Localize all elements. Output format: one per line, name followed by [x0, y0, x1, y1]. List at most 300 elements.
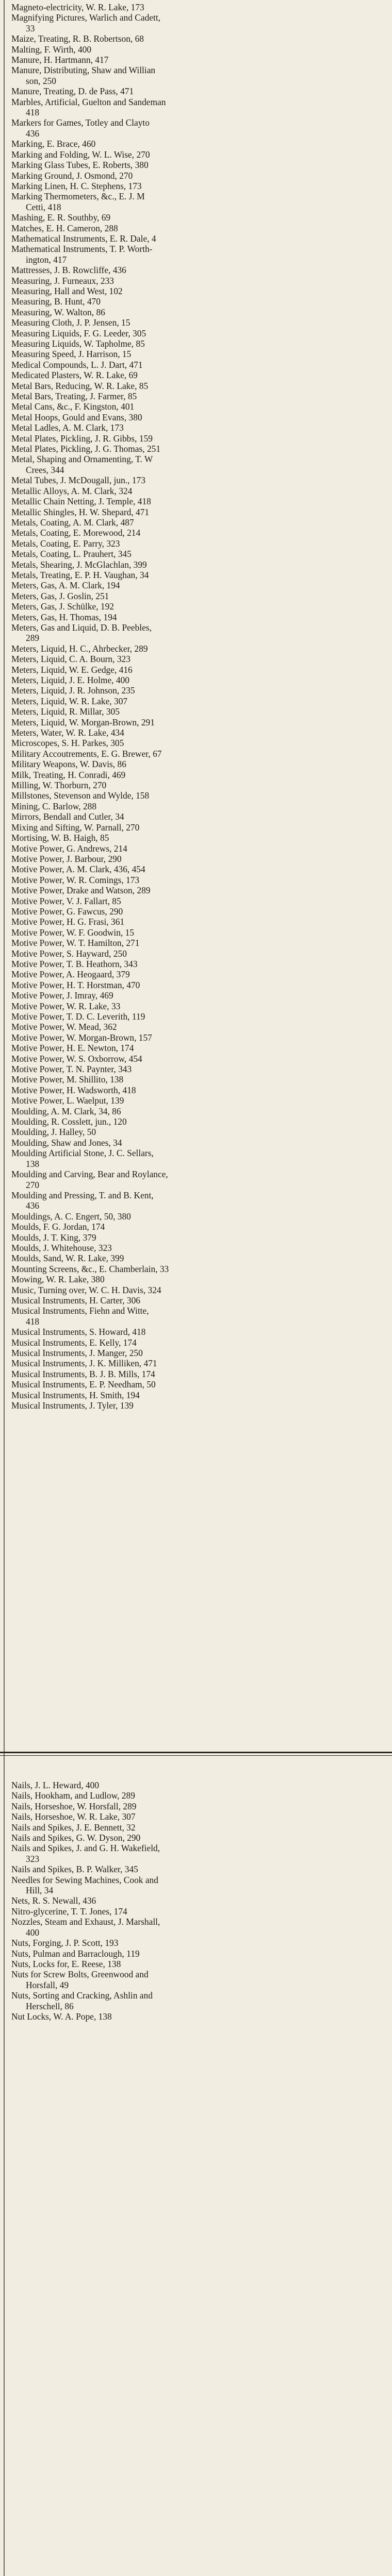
index-entry-text: Metallic Alloys, A. M. Clark, 324 [11, 485, 133, 496]
index-entry [0, 44, 392, 55]
index-entry [0, 570, 392, 580]
index-entry [0, 454, 392, 475]
index-entry-continuation: son, 250 [26, 75, 56, 86]
index-entry-text: Motive Power, T. N. Paynter, 343 [11, 1064, 132, 1075]
index-entry [0, 938, 392, 948]
index-entry-text: Meters, Gas, H. Thomas, 194 [11, 612, 117, 622]
index-entry-text: Meters, Liquid, W. R. Lake, 307 [11, 696, 128, 706]
index-entry [0, 843, 392, 854]
index-entry-text: Military Accoutrements, E. G. Brewer, 67 [11, 748, 162, 759]
index-entry-text: Motive Power, W. Morgan-Brown, 157 [11, 1032, 152, 1043]
index-entry [0, 1295, 392, 1306]
index-entry-text: Mirrors, Bendall and Cutler, 34 [11, 811, 124, 822]
index-entry [0, 1337, 392, 1348]
index-entry [0, 780, 392, 790]
index-entry-text: Musical Instruments, H. Carter, 306 [11, 1295, 140, 1306]
index-entry-text: Measuring, B. Hunt, 470 [11, 296, 101, 307]
index-entry [0, 612, 392, 622]
index-entry [0, 811, 392, 822]
index-entry-text: Metals, Coating, E. Parry, 323 [11, 538, 120, 549]
index-entry [0, 181, 392, 191]
index-entry [0, 139, 392, 149]
index-entry [0, 391, 392, 401]
index-entry-text: Marking Thermometers, &c., E. J. M [11, 191, 145, 202]
index-entry-text: Metals, Treating, E. P. H. Vaughan, 34 [11, 569, 149, 580]
index-entry-text: Moulding, Shaw and Jones, 34 [11, 1137, 122, 1148]
index-entry [0, 1085, 392, 1095]
index-entry [0, 1906, 392, 1917]
index-entry [0, 1369, 392, 1379]
index-entry-text: Mathematical Instruments, T. P. Worth- [11, 244, 153, 255]
index-entry [0, 1074, 392, 1084]
index-entry [0, 55, 392, 65]
index-entry [0, 244, 392, 265]
index-entry-text: Meters, Liquid, J. R. Johnson, 235 [11, 685, 135, 696]
index-entry [0, 65, 392, 86]
index-entry [0, 191, 392, 212]
index-entry [0, 1116, 392, 1127]
index-entry [0, 12, 392, 33]
index-entry-text: Music, Turning over, W. C. H. Davis, 324 [11, 1284, 161, 1295]
index-entry-text: Moulding, R. Cosslett, jun., 120 [11, 1116, 127, 1127]
index-entry-text: Motive Power, H. E. Newton, 174 [11, 1043, 134, 1054]
index-entry-text: Motive Power, M. Shillito, 138 [11, 1074, 124, 1085]
index-entry-text: Meters, Water, W. R. Lake, 434 [11, 727, 124, 738]
index-entry-continuation: 138 [26, 1158, 40, 1169]
index-entry [0, 1379, 392, 1389]
index-entry [0, 349, 392, 359]
index-entry [0, 917, 392, 927]
index-entry [0, 475, 392, 485]
index-entry [0, 286, 392, 296]
index-entry-text: Motive Power, A. Heogaard, 379 [11, 969, 130, 980]
index-entry [0, 654, 392, 664]
index-entry [0, 1790, 392, 1801]
index-entry [0, 1253, 392, 1263]
index-entry [0, 1032, 392, 1043]
index-entry [0, 1327, 392, 1337]
index-entry-text: Motive Power, H. T. Horstman, 470 [11, 979, 140, 990]
index-entry-text: Meters, Gas, J. Schülke, 192 [11, 601, 114, 612]
index-entry [0, 1064, 392, 1074]
index-entry-text: Nails, J. L. Heward, 400 [11, 1780, 100, 1790]
index-entry [0, 381, 392, 391]
index-entry-text: Motive Power, G. Fawcus, 290 [11, 906, 123, 917]
index-entry [0, 33, 392, 44]
index-entry [0, 591, 392, 601]
index-entry [0, 422, 392, 433]
index-entry [0, 1948, 392, 1959]
index-entry-text: Motive Power, W. R. Comings, 173 [11, 874, 140, 885]
index-entry-text: Meters, Liquid, J. E. Holme, 400 [11, 675, 129, 685]
index-entry-text: Metals, Coating, A. M. Clark, 487 [11, 517, 134, 528]
index-entry [0, 1127, 392, 1137]
index-entry [0, 1864, 392, 1874]
index-entry-text: Magnifying Pictures, Warlich and Cadett, [11, 12, 161, 23]
index-entry [0, 2, 392, 12]
index-entry-continuation: Cetti, 418 [26, 201, 61, 212]
index-entry-text: Meters, Liquid, W. Morgan-Brown, 291 [11, 717, 155, 727]
index-entry [0, 370, 392, 380]
index-entry-continuation: 436 [26, 1200, 40, 1211]
index-entry-continuation: Hill, 34 [26, 1885, 54, 1896]
index-entry [0, 790, 392, 801]
index-entry [0, 770, 392, 780]
index-entry-continuation: 323 [26, 1853, 40, 1864]
index-entry [0, 233, 392, 244]
index-entry [0, 307, 392, 317]
index-entry [0, 1801, 392, 1811]
index-entry [0, 171, 392, 181]
index-entry-text: Meters, Liquid, H. C., Ahrbecker, 289 [11, 643, 148, 654]
index-entry-text: Marking and Folding, W. L. Wise, 270 [11, 149, 150, 160]
index-entry-text: Moulding, J. Halley, 50 [11, 1127, 96, 1138]
index-entry [0, 833, 392, 843]
index-entry-text: Musical Instruments, J. Manger, 250 [11, 1348, 143, 1358]
index-entry [0, 885, 392, 895]
index-entry [0, 896, 392, 906]
index-entry [0, 601, 392, 612]
index-entry-text: Metals, Coating, L. Prauhert, 345 [11, 549, 132, 560]
index-entry-text: Motive Power, W. T. Hamilton, 271 [11, 938, 140, 948]
index-entry-text: Metal Plates, Pickling, J. R. Gibbs, 159 [11, 433, 153, 444]
index-entry [0, 643, 392, 654]
index-entry [0, 1348, 392, 1358]
index-entry-text: Measuring, J. Furneaux, 233 [11, 275, 114, 286]
index-entry-text: Nuts for Screw Bolts, Greenwood and [11, 1969, 149, 1980]
index-entry-text: Measuring Cloth, J. P. Jensen, 15 [11, 317, 130, 328]
index-entry-text: Metal Ladles, A. M. Clark, 173 [11, 422, 124, 433]
index-entry-text: Motive Power, A. M. Clark, 436, 454 [11, 864, 145, 875]
index-entry-text: Marking Linen, H. C. Stephens, 173 [11, 180, 142, 191]
index-entry [0, 338, 392, 349]
index-entry-text: Meters, Liquid, W. E. Gedge, 416 [11, 664, 133, 675]
index-entry-text: Nails and Spikes, J. E. Bennett, 32 [11, 1822, 136, 1833]
index-entry-text: Mouldings, A. C. Engert, 50, 380 [11, 1211, 131, 1222]
index-entry [0, 1095, 392, 1106]
index-entry-text: Mashing, E. R. Southby, 69 [11, 212, 111, 223]
index-entry-text: Musical Instruments, E. Kelly, 174 [11, 1337, 137, 1348]
index-entry-text: Metal Cans, &c., F. Kingston, 401 [11, 401, 135, 412]
index-entry-text: Motive Power, J. Barbour, 290 [11, 853, 122, 864]
index-entry [0, 875, 392, 885]
index-entry-text: Meters, Gas and Liquid, D. B. Peebles, [11, 622, 152, 633]
index-entry [0, 86, 392, 96]
index-entry-text: Manure, Treating, D. de Pass, 471 [11, 86, 134, 97]
index-entry [0, 117, 392, 139]
index-entry [0, 360, 392, 370]
index-entry-text: Nails and Spikes, J. and G. H. Wakefield, [11, 1843, 160, 1854]
index-entry [0, 959, 392, 969]
index-entry [0, 1306, 392, 1327]
index-entry-text: Nut Locks, W. A. Pope, 138 [11, 2011, 112, 2022]
index-entry [0, 749, 392, 759]
index-entry [0, 854, 392, 864]
index-entry-text: Nuts, Sorting and Cracking, Ashlin and [11, 1990, 153, 2001]
index-entry-text: Nitro-glycerine, T. T. Jones, 174 [11, 1906, 127, 1917]
index-entry-text: Motive Power, G. Andrews, 214 [11, 843, 127, 854]
index-entry-text: Metal, Shaping and Ornamenting, T. W [11, 454, 153, 465]
index-entry-text: Motive Power, Drake and Watson, 289 [11, 885, 151, 896]
index-entry-text: Nails, Hookham, and Ludlow, 289 [11, 1790, 135, 1801]
index-entry-text: Measuring, W. Walton, 86 [11, 307, 105, 317]
index-entry-text: Meters, Liquid, C. A. Bourn, 323 [11, 654, 130, 665]
index-entry [0, 1969, 392, 1990]
index-entry-text: Mining, C. Barlow, 288 [11, 801, 97, 811]
index-entry [0, 1400, 392, 1411]
index-entry-text: Matches, E. H. Cameron, 288 [11, 223, 118, 233]
index-entry [0, 717, 392, 727]
index-entry [0, 444, 392, 454]
index-entry [0, 486, 392, 496]
index-entry [0, 675, 392, 685]
index-entry-text: Mathematical Instruments, E. R. Dale, 4 [11, 233, 156, 244]
index-entry [0, 864, 392, 874]
index-entry-text: Measuring Liquids, F. G. Leeder, 305 [11, 328, 146, 338]
index-entry-text: Nuts, Locks for, E. Reese, 138 [11, 1958, 121, 1969]
index-entry-text: Markers for Games, Totley and Clayto [11, 117, 150, 128]
index-entry [0, 727, 392, 738]
index-entry [0, 990, 392, 1001]
index-entry-text: Metallic Shingles, H. W. Shepard, 471 [11, 506, 150, 517]
index-entry [0, 2011, 392, 2022]
index-entry [0, 433, 392, 444]
index-entry-text: Musical Instruments, B. J. B. Mills, 174 [11, 1368, 155, 1379]
index-entry [0, 1011, 392, 1022]
index-entry-continuation: 289 [26, 633, 40, 643]
index-entry-continuation: 400 [26, 1927, 40, 1938]
index-entry-text: Meters, Liquid, R. Millar, 305 [11, 706, 120, 717]
index-entry [0, 1875, 392, 1896]
index-entry-text: Moulds, Sand, W. R. Lake, 399 [11, 1253, 124, 1264]
index-entry [0, 801, 392, 811]
index-entry [0, 1843, 392, 1864]
index-entry-text: Mounting Screens, &c., E. Chamberlain, 33 [11, 1263, 169, 1274]
index-entry-text: Manure, H. Hartmann, 417 [11, 55, 109, 65]
index-entry-text: Motive Power, T. D. C. Leverith, 119 [11, 1011, 145, 1022]
index-entry-text: Meters, Gas, A. M. Clark, 194 [11, 580, 120, 591]
index-entry [0, 212, 392, 223]
index-entry-text: Musical Instruments, J. Tyler, 139 [11, 1400, 134, 1411]
index-entry-text: Motive Power, L. Waelput, 139 [11, 1095, 124, 1106]
index-entry-text: Metal Tubes, J. McDougall, jun., 173 [11, 475, 145, 486]
index-entry-continuation: 418 [26, 107, 40, 118]
section-n [0, 1780, 392, 2022]
index-entry [0, 906, 392, 917]
index-entry [0, 1138, 392, 1148]
index-entry-text: Nails, Horseshoe, W. Horsfall, 289 [11, 1801, 137, 1811]
index-entry-text: Nails, Horseshoe, W. R. Lake, 307 [11, 1811, 136, 1822]
index-entry [0, 1811, 392, 1822]
index-entry [0, 317, 392, 328]
index-entry [0, 97, 392, 118]
index-entry [0, 560, 392, 570]
index-entry-text: Moulds, J. Whitehouse, 323 [11, 1242, 112, 1253]
index-entry [0, 1243, 392, 1253]
index-entry-text: Metal Bars, Treating, J. Farmer, 85 [11, 391, 137, 402]
index-entry [0, 549, 392, 559]
index-entry [0, 1211, 392, 1222]
index-entry [0, 1043, 392, 1053]
index-entry [0, 580, 392, 590]
index-entry-continuation: ington, 417 [26, 254, 67, 265]
index-entry [0, 401, 392, 412]
index-entry-text: Metals, Shearing, J. McGlachlan, 399 [11, 559, 147, 570]
index-entry-text: Nails and Spikes, G. W. Dyson, 290 [11, 1833, 141, 1843]
index-entry [0, 1222, 392, 1232]
index-entry [0, 1833, 392, 1843]
index-entry [0, 759, 392, 769]
index-entry-text: Metals, Coating, E. Morewood, 214 [11, 528, 141, 538]
index-entry [0, 696, 392, 706]
index-entry-text: Nets, R. S. Newall, 436 [11, 1895, 96, 1906]
index-entry [0, 149, 392, 160]
index-entry [0, 412, 392, 422]
index-entry [0, 706, 392, 717]
index-entry-text: Motive Power, V. J. Fallart, 85 [11, 895, 121, 906]
index-entry [0, 665, 392, 675]
index-entry [0, 969, 392, 979]
index-entry-text: Metal Plates, Pickling, J. G. Thomas, 251 [11, 444, 161, 454]
index-entry [0, 160, 392, 170]
index-entry-text: Musical Instruments, J. K. Milliken, 471 [11, 1358, 157, 1369]
index-entry [0, 1938, 392, 1948]
index-entry [0, 223, 392, 233]
index-entry-continuation: 418 [26, 1316, 40, 1327]
index-entry-continuation: 270 [26, 1179, 40, 1190]
index-entry-text: Medicated Plasters, W. R. Lake, 69 [11, 370, 138, 381]
index-entry [0, 1274, 392, 1284]
index-entry [0, 1106, 392, 1116]
index-entry-text: Moulding Artificial Stone, J. C. Sellars, [11, 1148, 154, 1159]
index-entry [0, 822, 392, 833]
index-entry-text: Mattresses, J. B. Rowcliffe, 436 [11, 265, 126, 276]
index-entry-text: Moulding and Pressing, T. and B. Kent, [11, 1190, 154, 1200]
index-entry-text: Motive Power, H. G. Frasi, 361 [11, 917, 125, 927]
index-entry-text: Nozzles, Steam and Exhaust, J. Marshall, [11, 1917, 160, 1927]
index-entry-text: Manure, Distributing, Shaw and Willian [11, 65, 156, 76]
index-entry-text: Military Weapons, W. Davis, 86 [11, 759, 126, 770]
index-entry [0, 1780, 392, 1790]
index-entry-text: Motive Power, T. B. Heathorn, 343 [11, 958, 138, 969]
index-entry [0, 1285, 392, 1295]
index-entry [0, 265, 392, 275]
index-entry-text: Musical Instruments, E. P. Needham, 50 [11, 1379, 156, 1390]
index-entry [0, 1895, 392, 1906]
section-m [0, 2, 392, 1411]
index-entry-text: Millstones, Stevenson and Wylde, 158 [11, 790, 150, 801]
index-entry [0, 1390, 392, 1400]
index-entry-text: Nails and Spikes, B. P. Walker, 345 [11, 1864, 138, 1875]
index-entry [0, 517, 392, 528]
index-entry-text: Maize, Treating, R. B. Robertson, 68 [11, 33, 144, 44]
index-entry [0, 1264, 392, 1274]
index-entry-text: Moulding and Carving, Bear and Roylance, [11, 1169, 168, 1180]
index-entry-text: Motive Power, S. Hayward, 250 [11, 948, 127, 959]
index-entry-text: Medical Compounds, L. J. Dart, 471 [11, 359, 143, 370]
index-entry [0, 1959, 392, 1969]
index-entry-text: Motive Power, W. S. Oxborrow, 454 [11, 1053, 142, 1064]
index-entry-text: Marking Glass Tubes, E. Roberts, 380 [11, 160, 149, 171]
index-entry-continuation: Herschell, 86 [26, 2001, 74, 2011]
index-entry [0, 980, 392, 990]
index-entry [0, 528, 392, 538]
index-entry [0, 1232, 392, 1243]
index-entry-text: Nuts, Pulman and Barraclough, 119 [11, 1948, 140, 1959]
index-entry [0, 1358, 392, 1368]
index-entry-text: Musical Instruments, Fiehn and Witte, [11, 1306, 149, 1316]
index-entry [0, 1169, 392, 1190]
index-entry [0, 1990, 392, 2011]
index-entry-text: Measuring Speed, J. Harrison, 15 [11, 349, 132, 360]
index-entry [0, 276, 392, 286]
index-entry-text: Needles for Sewing Machines, Cook and [11, 1874, 158, 1885]
index-entry-text: Mortising, W. B. Haigh, 85 [11, 833, 109, 843]
index-entry-text: Moulds, J. T. King, 379 [11, 1232, 96, 1243]
index-entry-text: Measuring, Hall and West, 102 [11, 285, 123, 296]
index-entry-text: Motive Power, J. Imray, 469 [11, 990, 113, 1001]
index-entry [0, 622, 392, 643]
index-entry [0, 1917, 392, 1938]
index-entry [0, 1822, 392, 1833]
index-entry-text: Metal Hoops, Gould and Evans, 380 [11, 412, 142, 422]
index-entry [0, 1148, 392, 1169]
index-entry [0, 685, 392, 696]
index-entry-continuation: Crees, 344 [26, 464, 64, 475]
index-entry [0, 738, 392, 748]
index-entry [0, 1190, 392, 1211]
index-entry [0, 538, 392, 549]
index-entry-text: Magneto-electricity, W. R. Lake, 173 [11, 2, 144, 12]
index-entry-text: Nuts, Forging, J. P. Scott, 193 [11, 1938, 119, 1948]
index-entry-text: Milling, W. Thorburn, 270 [11, 780, 107, 791]
index-entry-text: Metallic Chain Netting, J. Temple, 418 [11, 496, 151, 507]
index-entry-text: Meters, Gas, J. Goslin, 251 [11, 590, 109, 601]
index-entry-text: Marking, E. Brace, 460 [11, 139, 96, 149]
index-entry [0, 1001, 392, 1011]
index-entry-text: Measuring Liquids, W. Tapholme, 85 [11, 338, 145, 349]
index-entry-text: Marking Ground, J. Osmond, 270 [11, 170, 133, 181]
index-entry-text: Motive Power, H. Wadsworth, 418 [11, 1084, 136, 1095]
index-entry [0, 927, 392, 938]
index-entry [0, 1054, 392, 1064]
index-entry-continuation: 33 [26, 23, 35, 33]
index-entry-text: Moulding, A. M. Clark, 34, 86 [11, 1106, 121, 1116]
index-entry-text: Metal Bars, Reducing, W. R. Lake, 85 [11, 380, 149, 391]
index-entry-continuation: 436 [26, 128, 40, 139]
index-entry [0, 296, 392, 307]
index-entry-text: Mixing and Sifting, W. Parnall, 270 [11, 822, 140, 833]
index-entry-text: Motive Power, W. Mead, 362 [11, 1022, 117, 1032]
index-entry-text: Musical Instruments, S. Howard, 418 [11, 1327, 146, 1337]
index-entry [0, 507, 392, 517]
index-entry-text: Mowing, W. R. Lake, 380 [11, 1274, 105, 1285]
index-entry-text: Microscopes, S. H. Parkes, 305 [11, 738, 124, 749]
index-entry [0, 1022, 392, 1032]
index-entry-text: Malting, F. Wirth, 400 [11, 44, 92, 55]
index-entry-text: Milk, Treating, H. Conradi, 469 [11, 769, 126, 780]
index-entry-text: Marbles, Artificial, Guelton and Sandeman [11, 96, 166, 107]
index-entry-text: Musical Instruments, H. Smith, 194 [11, 1389, 140, 1400]
section-divider [0, 1752, 392, 1756]
index-entry-text: Moulds, F. G. Jordan, 174 [11, 1222, 105, 1232]
index-entry [0, 328, 392, 338]
index-entry-continuation: Horsfall, 49 [26, 1979, 69, 1990]
index-entry [0, 948, 392, 959]
index-entry-text: Motive Power, W. F. Goodwin, 15 [11, 927, 135, 938]
index-entry-text: Motive Power, W. R. Lake, 33 [11, 1001, 121, 1011]
index-entry [0, 496, 392, 506]
